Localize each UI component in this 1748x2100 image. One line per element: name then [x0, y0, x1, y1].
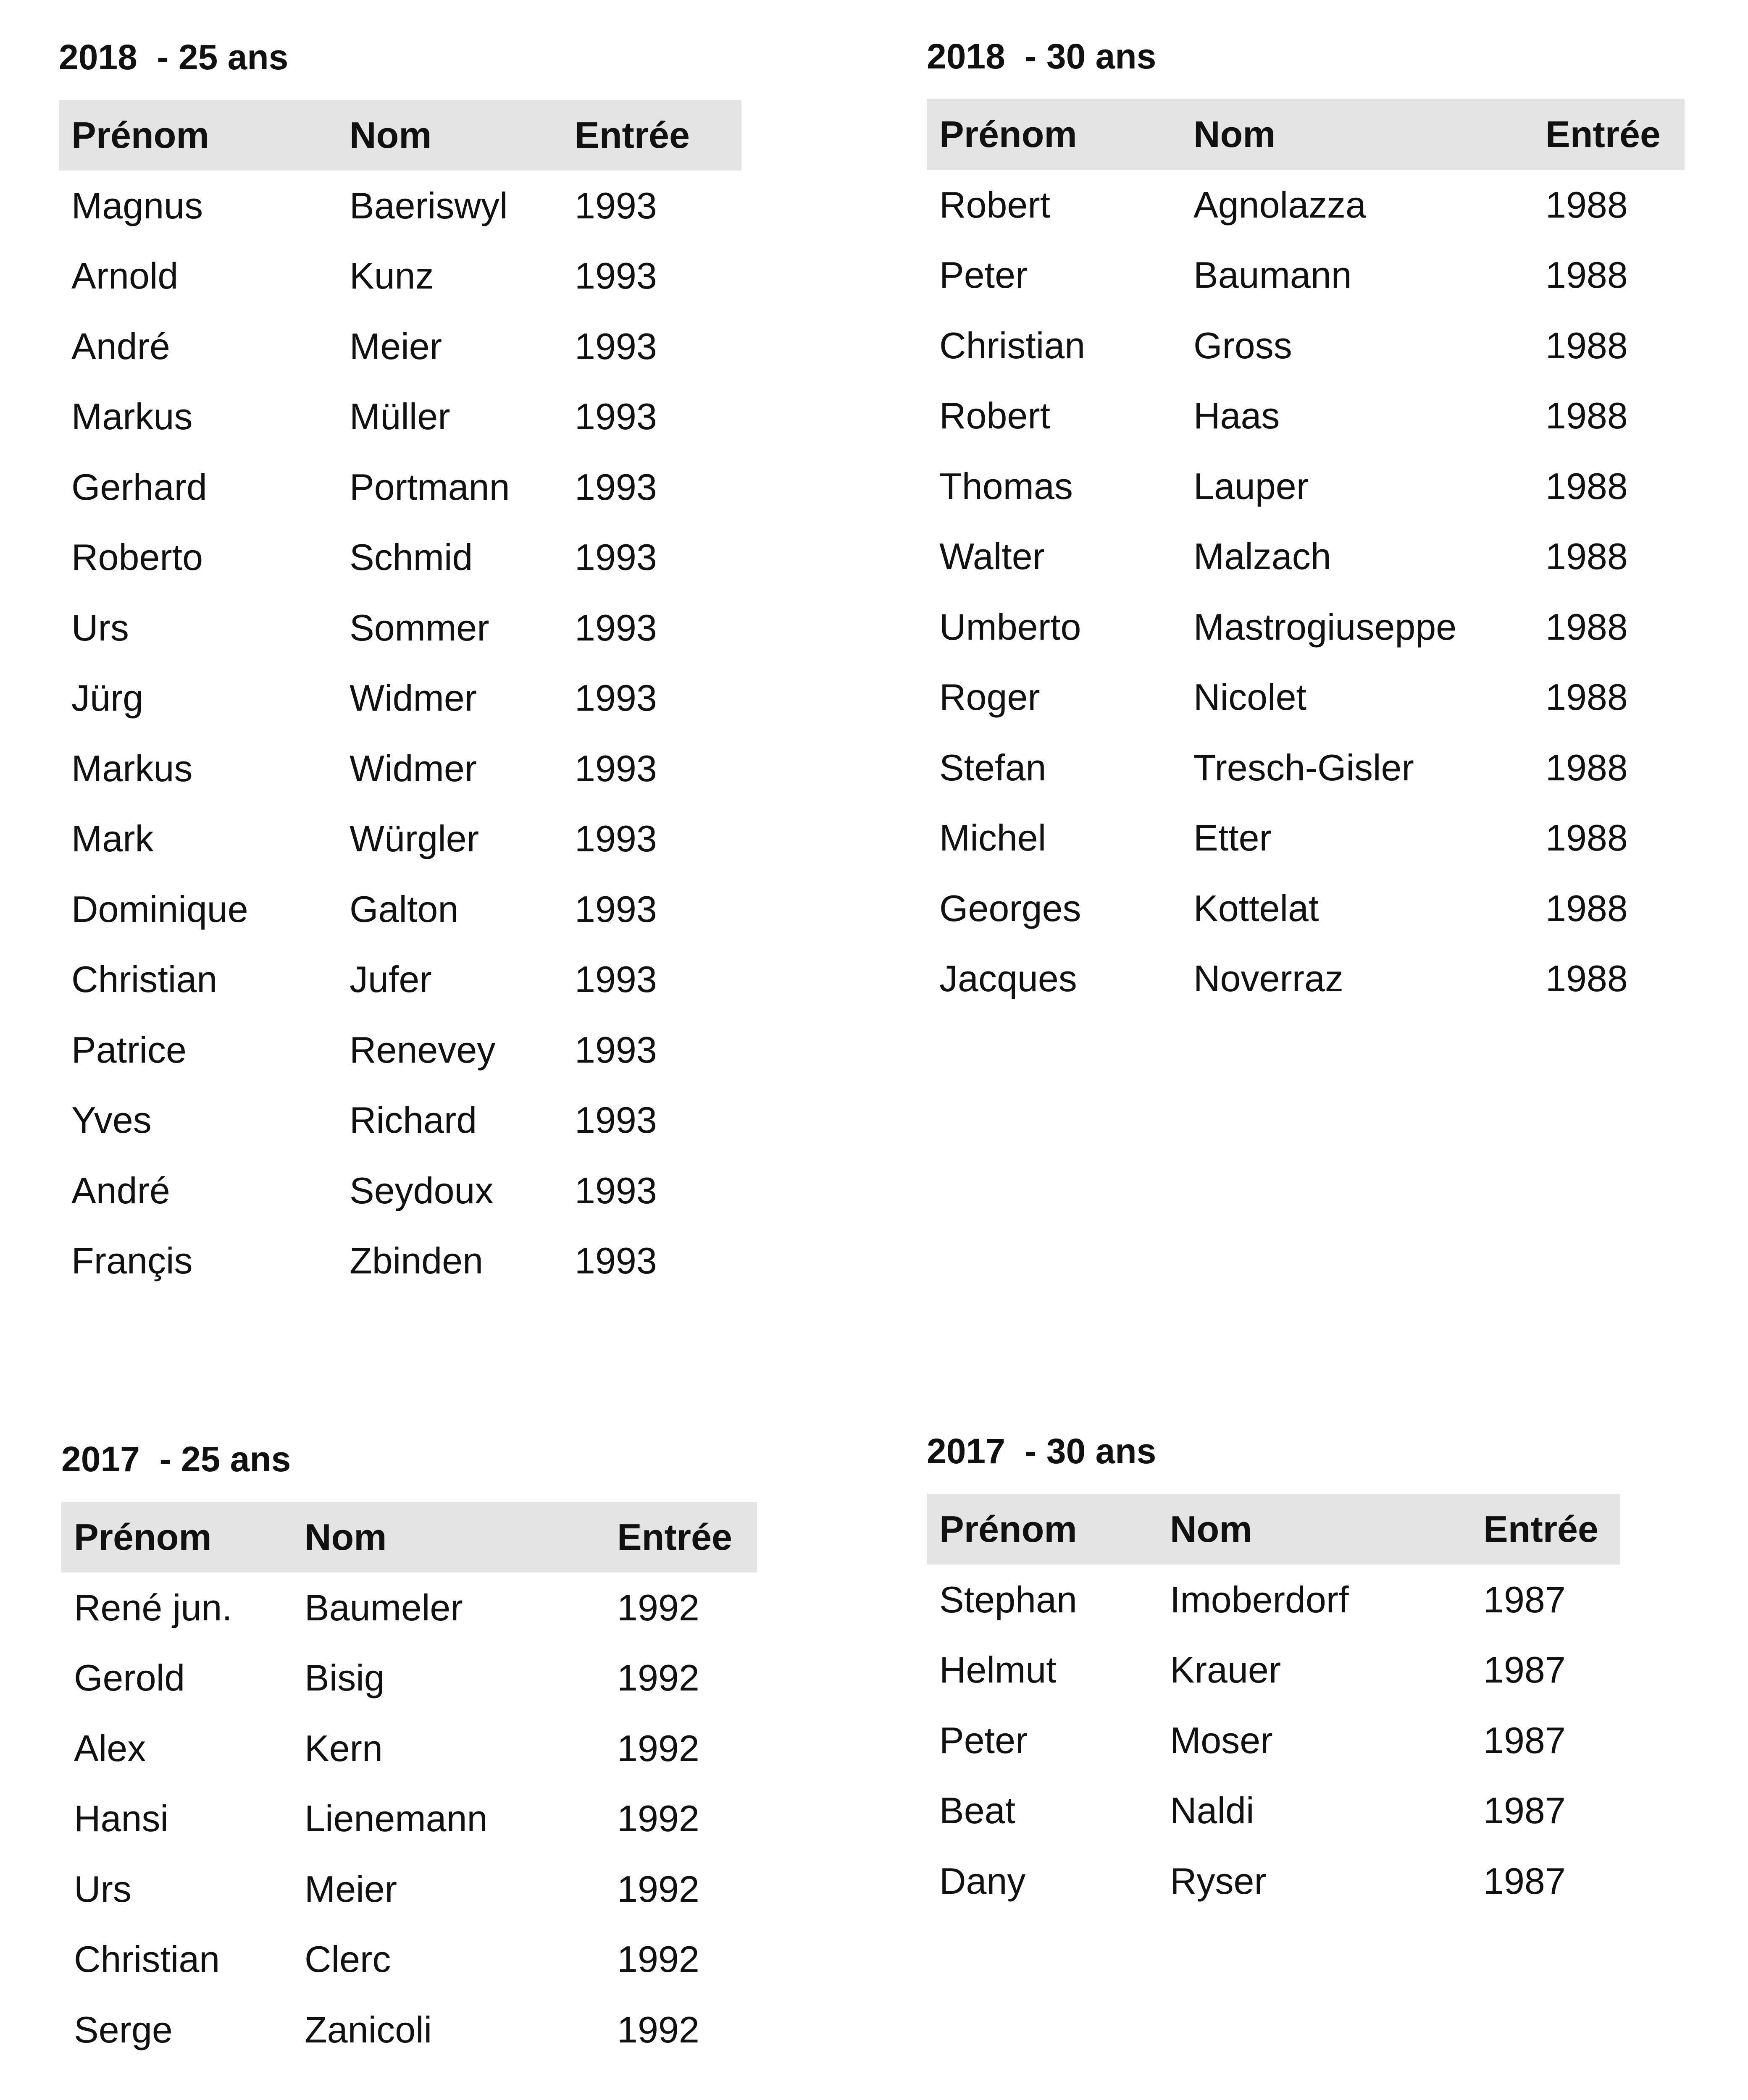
prenom-cell: Patrice [71, 1029, 187, 1071]
nom-cell: Würgler [350, 818, 479, 860]
prenom-cell: Hansi [74, 1798, 168, 1840]
entree-cell: 1988 [1546, 817, 1628, 859]
entree-cell: 1992 [617, 1938, 699, 1980]
entree-cell: 1988 [1546, 676, 1628, 718]
entree-cell: 1987 [1483, 1860, 1566, 1902]
table-row [927, 662, 1685, 733]
header-entree: Entrée [1546, 113, 1661, 155]
nom-cell: Lauper [1193, 465, 1309, 507]
table-row [59, 1015, 741, 1085]
nom-cell: Müller [350, 396, 450, 438]
table-body [927, 1564, 1620, 1916]
entree-cell: 1987 [1483, 1578, 1566, 1620]
entree-cell: 1988 [1546, 395, 1628, 437]
table-row [927, 1776, 1620, 1846]
table-body [927, 170, 1685, 1014]
table-row [59, 311, 741, 382]
table-row [927, 522, 1685, 592]
entree-cell: 1988 [1546, 746, 1628, 788]
prenom-cell: Dominique [71, 888, 248, 930]
entree-cell: 1992 [617, 1798, 699, 1840]
table-row [927, 1846, 1620, 1916]
prenom-cell: Christian [71, 958, 218, 1000]
block-2018-30-ans [927, 35, 1685, 1014]
nom-cell: Moser [1170, 1719, 1273, 1761]
prenom-cell: Magnus [71, 184, 203, 226]
table-row [59, 241, 741, 312]
table-row [927, 381, 1685, 452]
table-row [61, 1784, 757, 1854]
nom-cell: Widmer [350, 677, 477, 719]
nom-cell: Renevey [350, 1029, 496, 1071]
members-table [927, 99, 1685, 1014]
header-row [61, 1502, 757, 1572]
prenom-cell: Urs [71, 606, 129, 648]
prenom-cell: Thomas [939, 465, 1073, 507]
prenom-cell: Beat [939, 1790, 1016, 1832]
header-prenom: Prénom [74, 1516, 212, 1558]
header-row [927, 99, 1685, 170]
header-row [927, 1494, 1620, 1564]
nom-cell: Kern [305, 1727, 383, 1769]
entree-cell: 1993 [575, 466, 657, 508]
nom-cell: Sommer [350, 606, 489, 648]
nom-cell: Baumeler [305, 1586, 463, 1628]
nom-cell: Portmann [350, 466, 510, 508]
nom-cell: Malzach [1193, 536, 1331, 578]
block-title: 2017 - 25 ans [61, 1439, 291, 1479]
entree-cell: 1987 [1483, 1719, 1566, 1761]
entree-cell: 1992 [617, 1727, 699, 1769]
table-row [61, 1572, 757, 1643]
prenom-cell: Gerold [74, 1657, 185, 1699]
table-row [59, 593, 741, 663]
block-2017-30-ans [927, 1430, 1620, 1916]
nom-cell: Nicolet [1193, 676, 1306, 718]
nom-cell: Etter [1193, 817, 1272, 859]
entree-cell: 1988 [1546, 536, 1628, 578]
prenom-cell: Roberto [71, 536, 203, 578]
prenom-cell: Markus [71, 396, 193, 438]
entree-cell: 1988 [1546, 184, 1628, 226]
nom-cell: Galton [350, 888, 459, 930]
prenom-cell: Urs [74, 1868, 131, 1910]
entree-cell: 1993 [575, 325, 657, 367]
prenom-cell: André [71, 325, 170, 367]
prenom-cell: André [71, 1169, 170, 1211]
entree-cell: 1993 [575, 606, 657, 648]
nom-cell: Kottelat [1193, 887, 1319, 929]
table-row [927, 1564, 1620, 1635]
table-row [61, 1924, 757, 1995]
entree-cell: 1993 [575, 396, 657, 438]
entree-cell: 1987 [1483, 1790, 1566, 1832]
header-nom: Nom [305, 1516, 387, 1558]
entree-cell: 1988 [1546, 324, 1628, 366]
table-row [927, 732, 1685, 803]
nom-cell: Kunz [350, 255, 434, 297]
nom-cell: Noverraz [1193, 958, 1343, 1000]
table-row [927, 1705, 1620, 1776]
table-row [59, 945, 741, 1015]
nom-cell: Agnolazza [1193, 184, 1366, 226]
header-prenom: Prénom [939, 1508, 1077, 1550]
nom-cell: Lienemann [305, 1798, 488, 1840]
entree-cell: 1988 [1546, 606, 1628, 648]
table-row [927, 170, 1685, 240]
table-row [927, 1635, 1620, 1706]
header-prenom: Prénom [71, 114, 209, 156]
table-row [59, 522, 741, 593]
entree-cell: 1992 [617, 1657, 699, 1699]
nom-cell: Meier [350, 325, 442, 367]
prenom-cell: Mark [71, 818, 154, 860]
entree-cell: 1993 [575, 888, 657, 930]
nom-cell: Gross [1193, 324, 1292, 366]
prenom-cell: Georges [939, 887, 1081, 929]
entree-cell: 1992 [617, 1868, 699, 1910]
prenom-cell: Umberto [939, 606, 1081, 648]
table-row [59, 663, 741, 734]
prenom-cell: Peter [939, 254, 1028, 296]
prenom-cell: Michel [939, 817, 1046, 859]
table-row [61, 1713, 757, 1784]
entree-cell: 1988 [1546, 887, 1628, 929]
header-entree: Entrée [1483, 1508, 1598, 1550]
entree-cell: 1992 [617, 2008, 699, 2050]
prenom-cell: Christian [939, 324, 1086, 366]
members-table [61, 1502, 757, 2065]
block-title: 2018 - 25 ans [59, 37, 289, 77]
nom-cell: Tresch-Gisler [1193, 746, 1414, 788]
entree-cell: 1993 [575, 1099, 657, 1141]
table-row [927, 310, 1685, 381]
header-nom: Nom [350, 114, 432, 156]
nom-cell: Mastrogiuseppe [1193, 606, 1457, 648]
prenom-cell: Robert [939, 184, 1051, 226]
nom-cell: Schmid [350, 536, 473, 578]
table-row [59, 1155, 741, 1226]
nom-cell: Naldi [1170, 1790, 1254, 1832]
prenom-cell: Stefan [939, 746, 1046, 788]
prenom-cell: Markus [71, 747, 193, 789]
table-row [59, 874, 741, 945]
members-table [927, 1494, 1620, 1916]
nom-cell: Imoberdorf [1170, 1578, 1349, 1620]
table-row [927, 451, 1685, 522]
prenom-cell: Dany [939, 1860, 1026, 1902]
table-row [927, 592, 1685, 662]
entree-cell: 1993 [575, 1240, 657, 1282]
entree-cell: 1993 [575, 818, 657, 860]
block-2018-25-ans [59, 36, 741, 1296]
table-row [927, 803, 1685, 874]
entree-cell: 1993 [575, 536, 657, 578]
table-row [61, 1854, 757, 1924]
prenom-cell: Stephan [939, 1578, 1077, 1620]
nom-cell: Jufer [350, 958, 432, 1000]
prenom-cell: Alex [74, 1727, 146, 1769]
entree-cell: 1993 [575, 1029, 657, 1071]
members-table [59, 100, 741, 1296]
table-row [59, 1085, 741, 1156]
table-row [59, 1226, 741, 1297]
header-prenom: Prénom [939, 113, 1077, 155]
table-row [927, 240, 1685, 311]
prenom-cell: Françis [71, 1240, 193, 1282]
nom-cell: Zanicoli [305, 2008, 432, 2050]
entree-cell: 1987 [1483, 1649, 1566, 1691]
table-row [59, 733, 741, 804]
prenom-cell: Helmut [939, 1649, 1057, 1691]
entree-cell: 1993 [575, 747, 657, 789]
entree-cell: 1993 [575, 677, 657, 719]
header-entree: Entrée [575, 114, 690, 156]
header-row [59, 100, 741, 171]
prenom-cell: Arnold [71, 255, 179, 297]
nom-cell: Ryser [1170, 1860, 1267, 1902]
nom-cell: Baumann [1193, 254, 1352, 296]
nom-cell: Seydoux [350, 1169, 494, 1211]
table-row [61, 1995, 757, 2065]
entree-cell: 1988 [1546, 465, 1628, 507]
block-2017-25-ans [61, 1438, 757, 2065]
table-row [59, 804, 741, 874]
nom-cell: Richard [350, 1099, 477, 1141]
entree-cell: 1992 [617, 1586, 699, 1628]
nom-cell: Baeriswyl [350, 184, 508, 226]
prenom-cell: René jun. [74, 1586, 232, 1628]
prenom-cell: Roger [939, 676, 1040, 718]
header-entree: Entrée [617, 1516, 732, 1558]
entree-cell: 1993 [575, 958, 657, 1000]
prenom-cell: Jacques [939, 958, 1077, 1000]
nom-cell: Krauer [1170, 1649, 1281, 1691]
prenom-cell: Yves [71, 1099, 152, 1141]
nom-cell: Clerc [305, 1938, 391, 1980]
entree-cell: 1993 [575, 1169, 657, 1211]
prenom-cell: Robert [939, 395, 1051, 437]
header-nom: Nom [1170, 1508, 1252, 1550]
table-row [59, 382, 741, 452]
prenom-cell: Walter [939, 536, 1045, 578]
nom-cell: Widmer [350, 747, 477, 789]
prenom-cell: Gerhard [71, 466, 207, 508]
table-row [59, 452, 741, 522]
table-row [927, 944, 1685, 1014]
header-nom: Nom [1193, 113, 1276, 155]
nom-cell: Haas [1193, 395, 1280, 437]
entree-cell: 1988 [1546, 254, 1628, 296]
table-body [61, 1572, 757, 2065]
table-row [927, 873, 1685, 944]
nom-cell: Meier [305, 1868, 397, 1910]
prenom-cell: Serge [74, 2008, 173, 2050]
block-title: 2018 - 30 ans [927, 37, 1157, 76]
entree-cell: 1993 [575, 184, 657, 226]
table-row [61, 1643, 757, 1714]
nom-cell: Bisig [305, 1657, 385, 1699]
block-title: 2017 - 30 ans [927, 1431, 1157, 1471]
entree-cell: 1988 [1546, 958, 1628, 1000]
nom-cell: Zbinden [350, 1240, 484, 1282]
table-row [59, 171, 741, 241]
prenom-cell: Christian [74, 1938, 220, 1980]
table-body [59, 171, 741, 1296]
entree-cell: 1993 [575, 255, 657, 297]
prenom-cell: Peter [939, 1719, 1028, 1761]
prenom-cell: Jürg [71, 677, 144, 719]
